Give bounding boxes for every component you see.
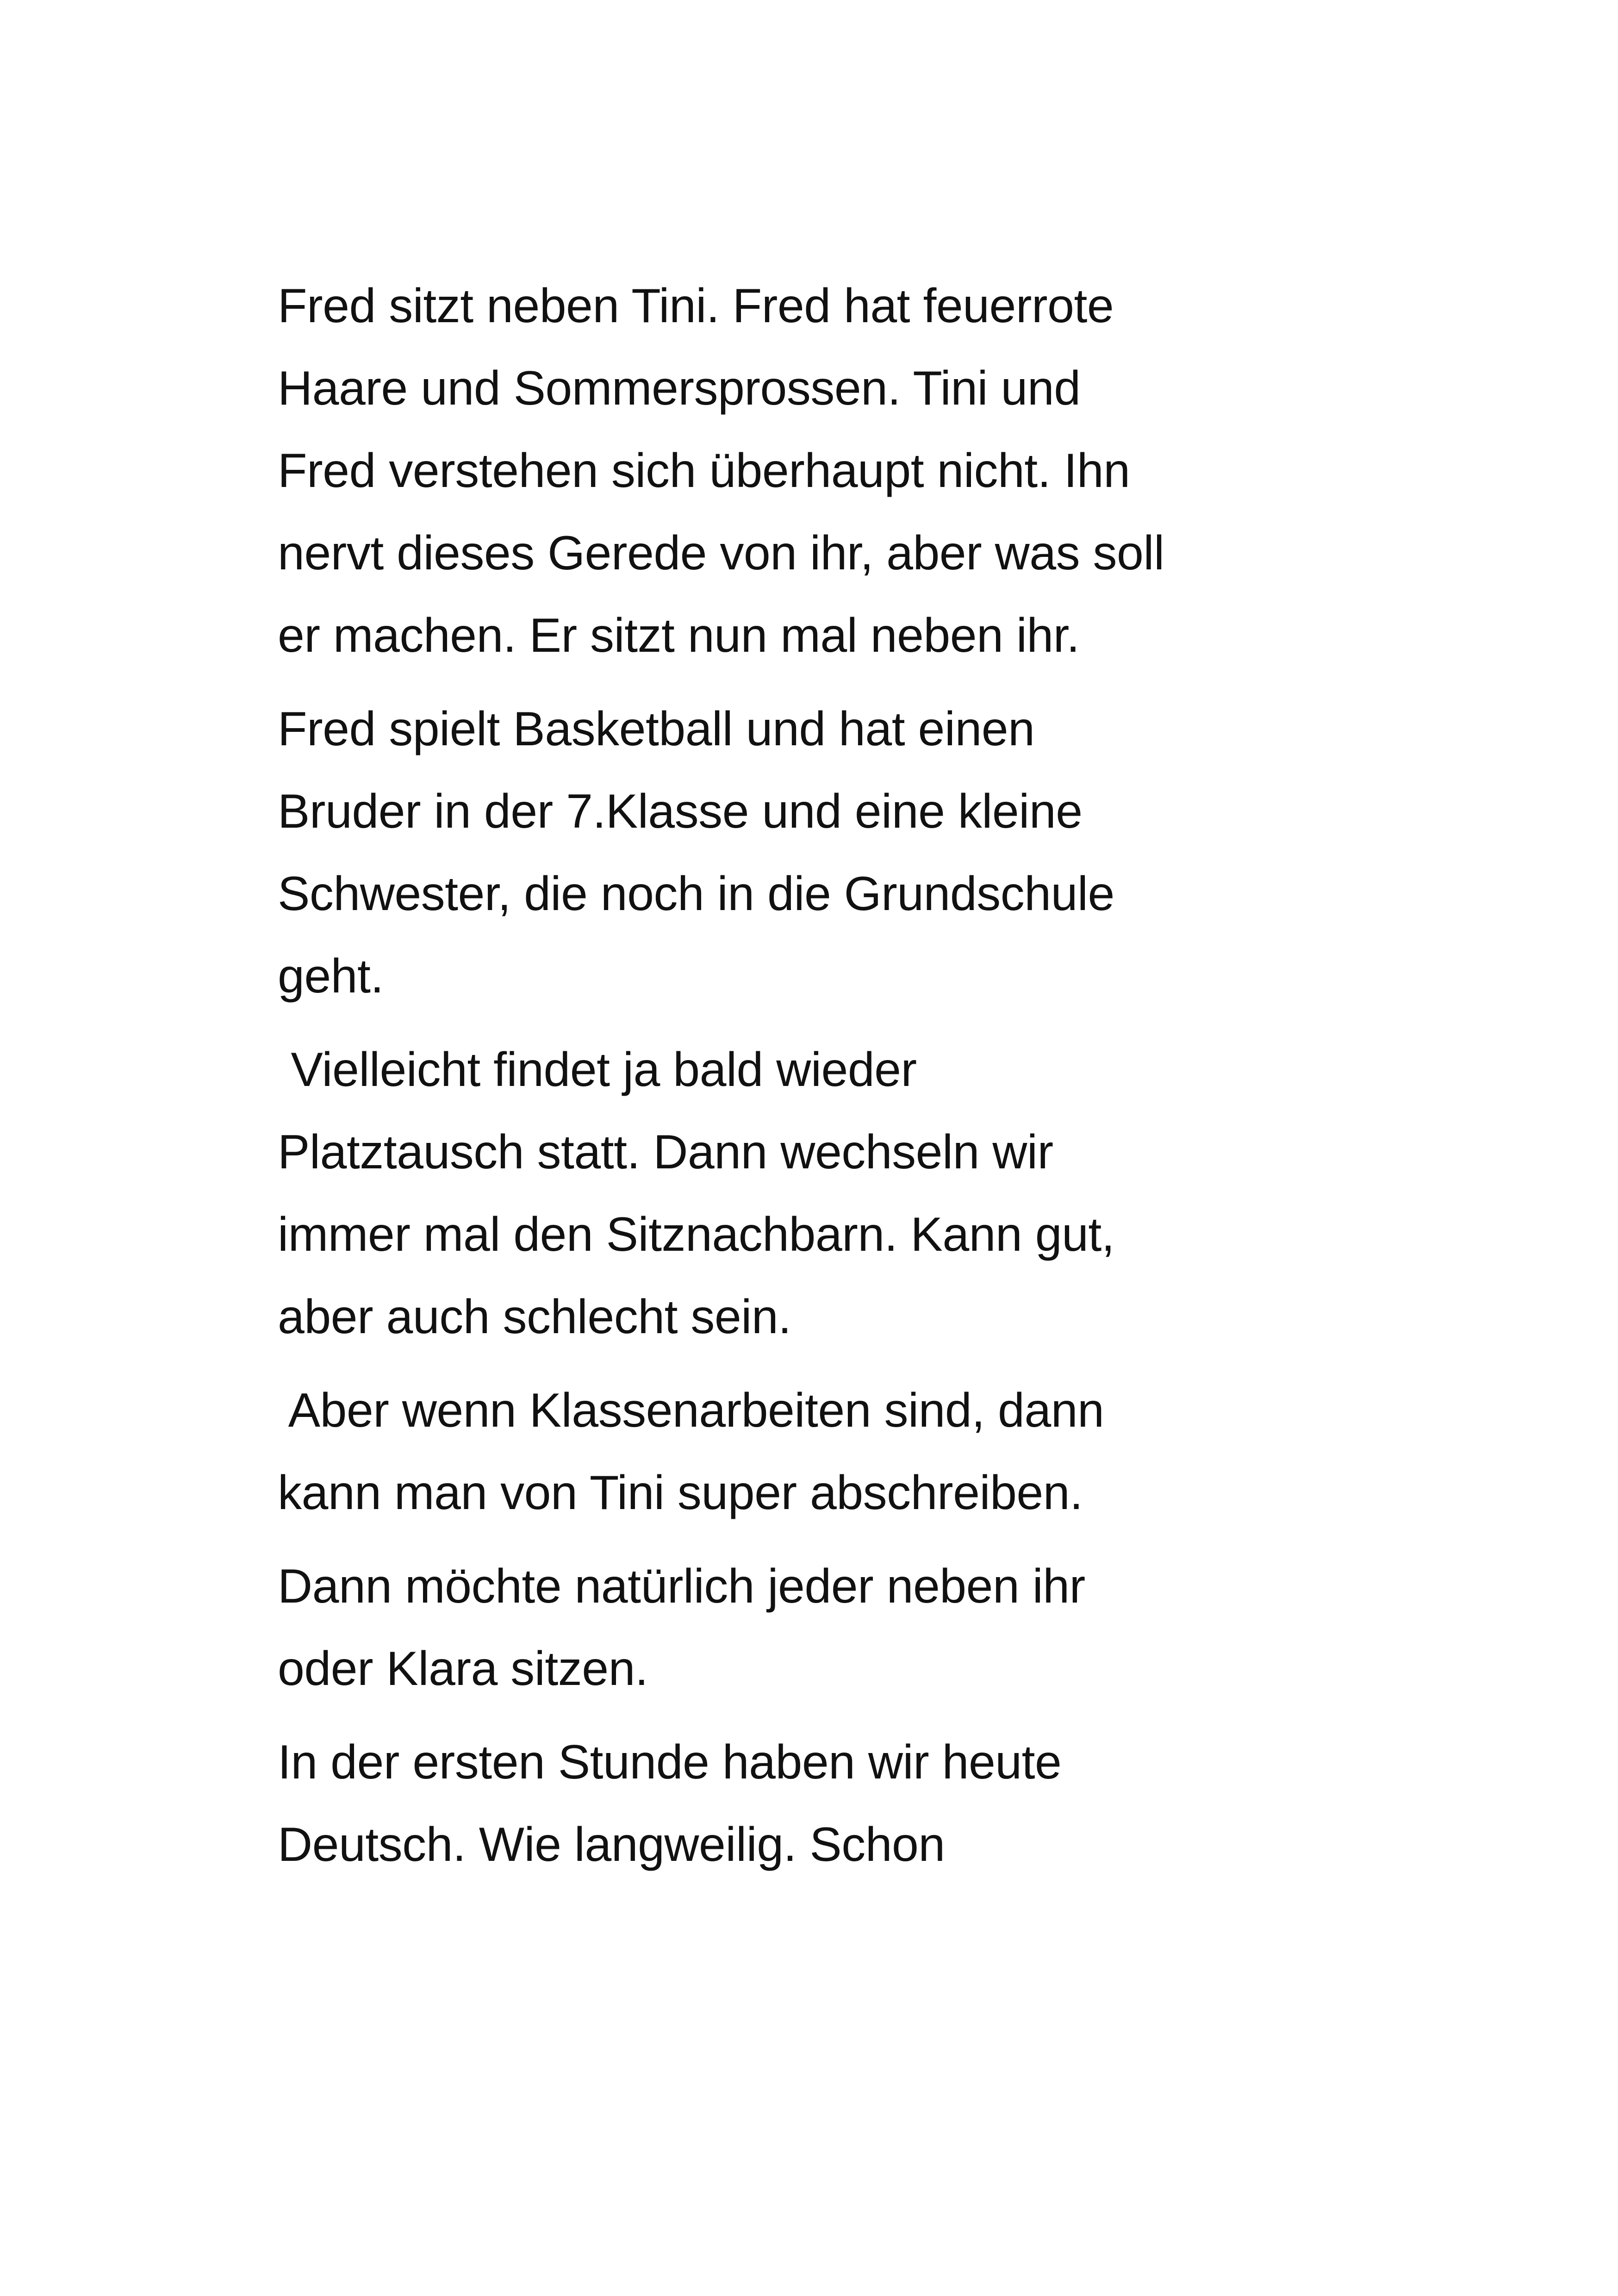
text-line: Aber wenn Klassenarbeiten sind, dann bbox=[278, 1384, 1104, 1437]
text-line: Fred verstehen sich überhaupt nicht. Ihn bbox=[278, 444, 1130, 498]
text-line: Bruder in der 7.Klasse und eine kleine bbox=[278, 785, 1083, 838]
paragraph bbox=[278, 265, 1342, 677]
paragraph bbox=[278, 1369, 1342, 1534]
paragraph bbox=[278, 1029, 1342, 1358]
text-line: Vielleicht findet ja bald wieder bbox=[278, 1043, 917, 1097]
text-line: kann man von Tini super abschreiben. bbox=[278, 1466, 1083, 1520]
text-line: Schwester, die noch in die Grundschule bbox=[278, 867, 1114, 921]
paragraph bbox=[278, 688, 1342, 1017]
text-line: Deutsch. Wie langweilig. Schon bbox=[278, 1818, 945, 1872]
text-line: er machen. Er sitzt nun mal neben ihr. bbox=[278, 609, 1080, 662]
story-text bbox=[278, 265, 1342, 1886]
text-line: aber auch schlecht sein. bbox=[278, 1290, 791, 1344]
text-line: In der ersten Stunde haben wir heute bbox=[278, 1735, 1062, 1789]
text-line: Platztausch statt. Dann wechseln wir bbox=[278, 1125, 1053, 1179]
paragraph bbox=[278, 1721, 1342, 1886]
text-line: Fred spielt Basketball und hat einen bbox=[278, 702, 1035, 756]
text-line: immer mal den Sitznachbarn. Kann gut, bbox=[278, 1208, 1115, 1261]
text-line: Dann möchte natürlich jeder neben ihr bbox=[278, 1560, 1085, 1613]
text-line: Haare und Sommersprossen. Tini und bbox=[278, 362, 1081, 415]
text-line: Fred sitzt neben Tini. Fred hat feuerrote bbox=[278, 279, 1114, 333]
text-line: oder Klara sitzen. bbox=[278, 1642, 648, 1696]
text-line: geht. bbox=[278, 949, 384, 1003]
text-line: nervt dieses Gerede von ihr, aber was soll bbox=[278, 526, 1164, 580]
paragraph bbox=[278, 1545, 1342, 1710]
